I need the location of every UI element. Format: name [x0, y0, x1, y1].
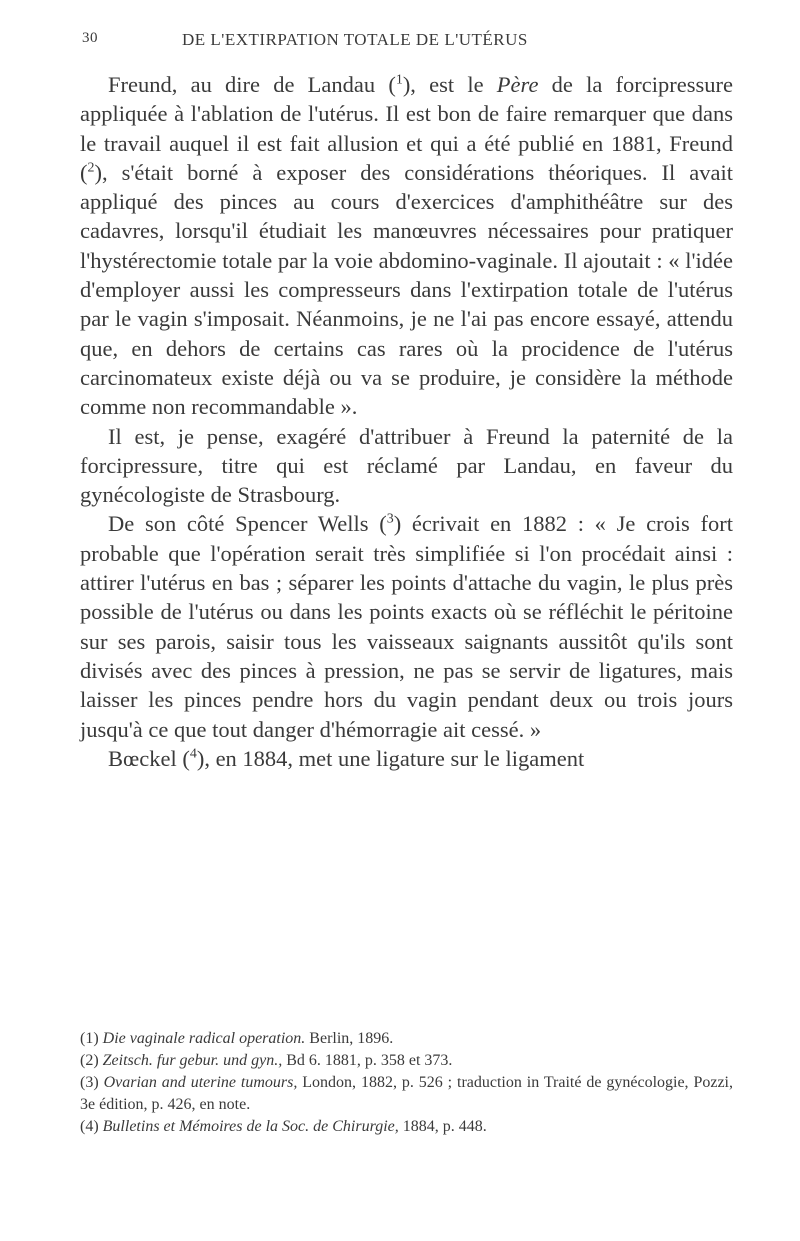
paragraph-1-text-b: ), est le [402, 72, 497, 97]
footnote-mark: (3) [80, 1074, 99, 1091]
footnote-title: Die vaginale radical operation. [102, 1030, 306, 1047]
footnote-title: Zeitsch. fur gebur. und gyn., [102, 1052, 283, 1069]
paragraph-3-text-b: ) écrivait en 1882 : « Je crois fort probable que l'opération serait très simplifiée si l'on procédait ainsi : attirer l'utérus en bas ; séparer les points d'attache du vagin, le plus près possible de l'utérus ou dans les points exacts où se réfléchit le péritoine sur ses parois, saisir tous les vaisseaux saignants aussitôt qu'ils sont divisés avec des pinces à pression, ne pas se servir de ligatures, mais laisser les pinces pendre hors du vagin pendant deux ou trois jours jusqu'à ce que tout danger d'hémorragie ait cessé. » [80, 511, 733, 742]
footnote-mark: (4) [80, 1118, 99, 1135]
footnote-details: Bd 6. 1881, p. 358 et 373. [282, 1052, 453, 1069]
footnote-details: Berlin, 1896. [305, 1030, 394, 1047]
footnote-details: 1884, p. 448. [398, 1118, 487, 1135]
paragraph-2: Il est, je pense, exagéré d'attribuer à Freund la paternité de la forcipressure, titre qui est réclamé par Landau, en faveur du gynécologiste de Strasbourg. [80, 423, 733, 508]
paragraph-4-text-b: ), en 1884, met une ligature sur le ligament [196, 745, 585, 771]
footnote-2 [80, 1050, 733, 1072]
footnote-3 [80, 1072, 733, 1116]
footnote-ref-3: 3 [386, 511, 394, 527]
body-text [80, 70, 733, 773]
paragraph-1-text-d: ), s'était borné à exposer des considérations théoriques. Il avait appliqué des pinces au cours d'exercices d'amphithéâtre sur des cadavres, lorsqu'il étudiait les manœuvres nécessaires pour pratiquer l'hystérectomie totale par la voie abdomino-vaginale. Il ajoutait : « l'idée d'employer aussi les compresseurs dans l'extirpation totale de l'utérus par le vagin s'imposait. Néanmoins, je ne l'ai pas encore essayé, attendu que, en dehors de certains cas rares où la procidence de l'utérus carcinomateux existe déjà ou va se produire, je considère la méthode comme non recommandable ». [80, 159, 733, 420]
running-head [82, 30, 732, 54]
footnote-details: London, 1882, p. 526 ; traduction in Traité de gynécologie, Pozzi, 3e édition, p. 426, en note. [80, 1074, 734, 1113]
paragraph-3 [80, 509, 733, 743]
paragraph-1-text-c: de la forcipressure appliquée à l'ablation de l'utérus. Il est bon de faire remarquer que dans le travail auquel il est fait allusion et qui a été publié en 1881, Freund ( [80, 72, 733, 185]
footnote-4 [80, 1116, 733, 1138]
paragraph-3-text-a: De son côté Spencer Wells ( [108, 511, 387, 537]
paragraph-1-italic: Père [496, 72, 539, 97]
footnote-ref-4: 4 [189, 746, 197, 762]
footnote-ref-2: 2 [87, 160, 95, 176]
footnote-mark: (1) [80, 1030, 99, 1047]
footnotes [80, 1028, 733, 1138]
footnote-1 [80, 1028, 733, 1050]
running-head-title: DE L'EXTIRPATION TOTALE DE L'UTÉRUS [182, 30, 528, 49]
footnote-title: Ovarian and uterine tumours, [103, 1074, 298, 1091]
footnote-ref-1: 1 [395, 72, 403, 88]
footnote-mark: (2) [80, 1052, 99, 1069]
footnote-title: Bulletins et Mémoires de la Soc. de Chirurgie, [102, 1118, 399, 1135]
paragraph-1-text-a: Freund, au dire de Landau ( [108, 72, 396, 97]
page-number: 30 [82, 30, 98, 46]
paragraph-4-text-a: Bœckel ( [108, 745, 190, 771]
paragraph-4 [80, 744, 733, 773]
paragraph-1 [80, 70, 733, 422]
